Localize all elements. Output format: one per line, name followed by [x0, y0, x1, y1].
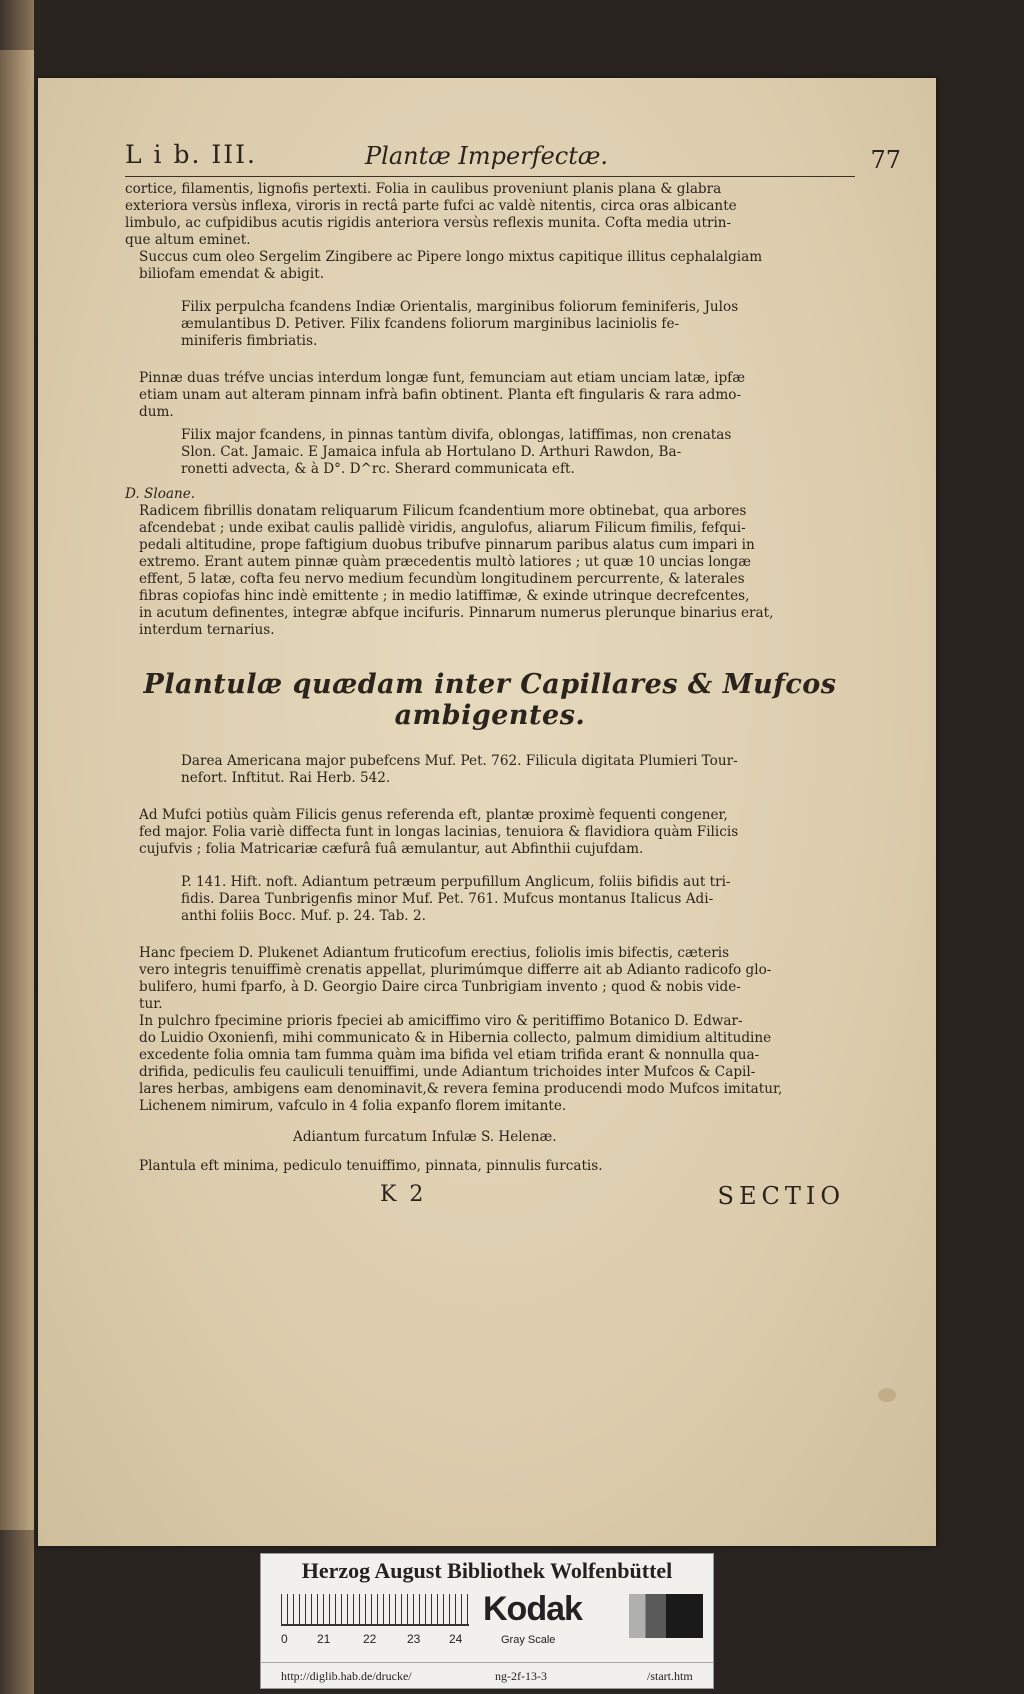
gray-scale-label: Gray Scale	[501, 1634, 556, 1646]
library-scan-card: Herzog August Bibliothek Wolfenbüttel 0 21 22 23 24 Kodak Gray Scale http://diglib.hab.de/drucke/ ng-2f-13-3 /start.htm	[260, 1553, 714, 1689]
paragraph-5: Ad Mufci potiùs quàm Filicis genus referenda eft, plantæ proximè fequenti congener, fed major. Folia variè diffecta funt in longas lacinias, tenuiora & flavidiora quàm Filicis cujufvis ; folia Matricariæ cæfurâ fuâ æmulantur, aut Abfinthii cujufdam.	[139, 807, 739, 857]
paragraph-1: cortice, filamentis, lignofis pertexti. Folia in caulibus proveniunt planis plana & glabra exteriora versùs inflexa, viroris in rectâ parte fufci ac valdè nitentis, circa oras albicante limbulo, ac cufpidibus acutis rigidis anteriora versùs reflexis munita. Cofta media utrin- que altum eminet.	[125, 181, 737, 248]
section-title: Plantulæ quædam inter Capillares & Mufcos ambigentes.	[143, 669, 837, 731]
paragraph-4: Radicem fibrillis donatam reliquarum Filicum fcandentium more obtinebat, qua arbores afcendebat ; unde exibat caulis pallidè viridis, angulofus, aliarum Filicum fimilis, fefqui- pedali altitudine, prope faftigium duobus tribufve pinnarum paribus alatus cum impari in extremo. Erant autem pinnæ quàm præcedentis multò latiores ; ut quæ 10 uncias longæ effent, 5 latæ, cofta feu nervo medium fecundùm longitudinem percurrente, & laterales fibras copiofas hinc indè emittente ; in medio latiffimæ, & exinde utrinque decrefcentes, in acutum definentes, integræ abfque incifuris. Pinnarum numerus plerunque binarius erat, interdum ternarius.	[139, 503, 774, 638]
paragraph-6: Hanc fpeciem D. Plukenet Adiantum fruticofum erectius, foliolis imis bifectis, cæteris vero integris tenuiffimè crenatis appellat, plurimúmque differre ait ab Adianto radicofo glo- bulifero, humi fparfo, à D. Georgio Daire circa Tunbrigiam invento ; quod & nobis vide- tur.	[139, 945, 772, 1012]
author-attribution: D. Sloane.	[125, 486, 196, 502]
running-title: Plantæ Imperfectæ.	[365, 142, 609, 170]
synonym-3: Darea Americana major pubefcens Muf. Pet. 762. Filicula digitata Plumieri Tour- nefort. Inftitut. Rai Herb. 542.	[181, 753, 738, 786]
paper-stain	[878, 1388, 896, 1402]
book-number: L i b. III.	[125, 140, 257, 169]
catchword: SECTIO	[717, 1182, 845, 1210]
gray-scale-swatch	[629, 1594, 703, 1638]
library-name: Herzog August Bibliothek Wolfenbüttel	[301, 1558, 673, 1583]
signature-mark: K 2	[380, 1182, 427, 1207]
paragraph-3: Pinnæ duas tréfve uncias interdum longæ funt, femunciam aut etiam unciam latæ, ipfæ etiam unam aut alteram pinnam infrà bafin obtinent. Planta eft fingularis & rara admo- dum.	[139, 370, 745, 420]
kodak-logo: Kodak	[483, 1590, 582, 1628]
book-gutter	[0, 0, 34, 1694]
synonym-1: Filix perpulcha fcandens Indiæ Orientalis, marginibus foliorum feminiferis, Julos æmulantibus D. Petiver. Filix fcandens foliorum marginibus laciniolis fe- miniferis fimbriatis.	[181, 299, 739, 349]
paragraph-8: Plantula eft minima, pediculo tenuiffimo, pinnata, pinnulis furcatis.	[139, 1158, 603, 1174]
synonym-4: P. 141. Hift. noft. Adiantum petræum perpufillum Anglicum, foliis bifidis aut tri- fidis. Darea Tunbrigenfis minor Muf. Pet. 761. Mufcus montanus Italicus Adi- anthi foliis Bocc. Muf. p. 24. Tab. 2.	[181, 874, 731, 924]
card-url-row	[261, 1662, 713, 1687]
page-footer	[125, 1182, 855, 1222]
card-start: /start.htm	[647, 1669, 693, 1683]
page-number: 77	[870, 146, 901, 174]
ruler-scale	[281, 1594, 469, 1626]
previous-page-edge	[0, 50, 34, 1530]
book-page	[38, 78, 936, 1546]
paragraph-7: In pulchro fpecimine prioris fpeciei ab amiciffimo viro & peritiffimo Botanico D. Edwar- do Luidio Oxonienfi, mihi communicato & in Hibernia collecto, palmum dimidium altitudine excedente folia omnia tam fumma quàm ima bifida vel etiam trifida erant & nonnulla qua- drifida, pediculis feu cauliculi tenuiffimi, unde Adiantum trichoides inter Mufcos & Capil- lares herbas, ambigens eam denominavit,& revera femina producendi modo Mufcos imitatur, Lichenem nimirum, vafculo in 4 folia expanfo florem imitante.	[139, 1013, 783, 1114]
paragraph-2: Succus cum oleo Sergelim Zingibere ac Pipere longo mixtus capitique illitus cephalalgiam biliofam emendat & abigit.	[139, 249, 763, 282]
card-shelfmark: ng-2f-13-3	[495, 1669, 547, 1683]
page-text-block	[125, 140, 901, 1210]
synonym-2: Filix major fcandens, in pinnas tantùm divifa, oblongas, latiffimas, non crenatas Slon. Cat. Jamaic. E Jamaica infula ab Hortulano D. Arthuri Rawdon, Ba- ronetti advecta, & à D°. D^rc. Sherard communicata eft.	[181, 427, 732, 477]
synonym-5: Adiantum furcatum Infulæ S. Helenæ.	[293, 1129, 557, 1145]
card-url: http://diglib.hab.de/drucke/	[281, 1669, 412, 1683]
running-head	[125, 140, 901, 177]
